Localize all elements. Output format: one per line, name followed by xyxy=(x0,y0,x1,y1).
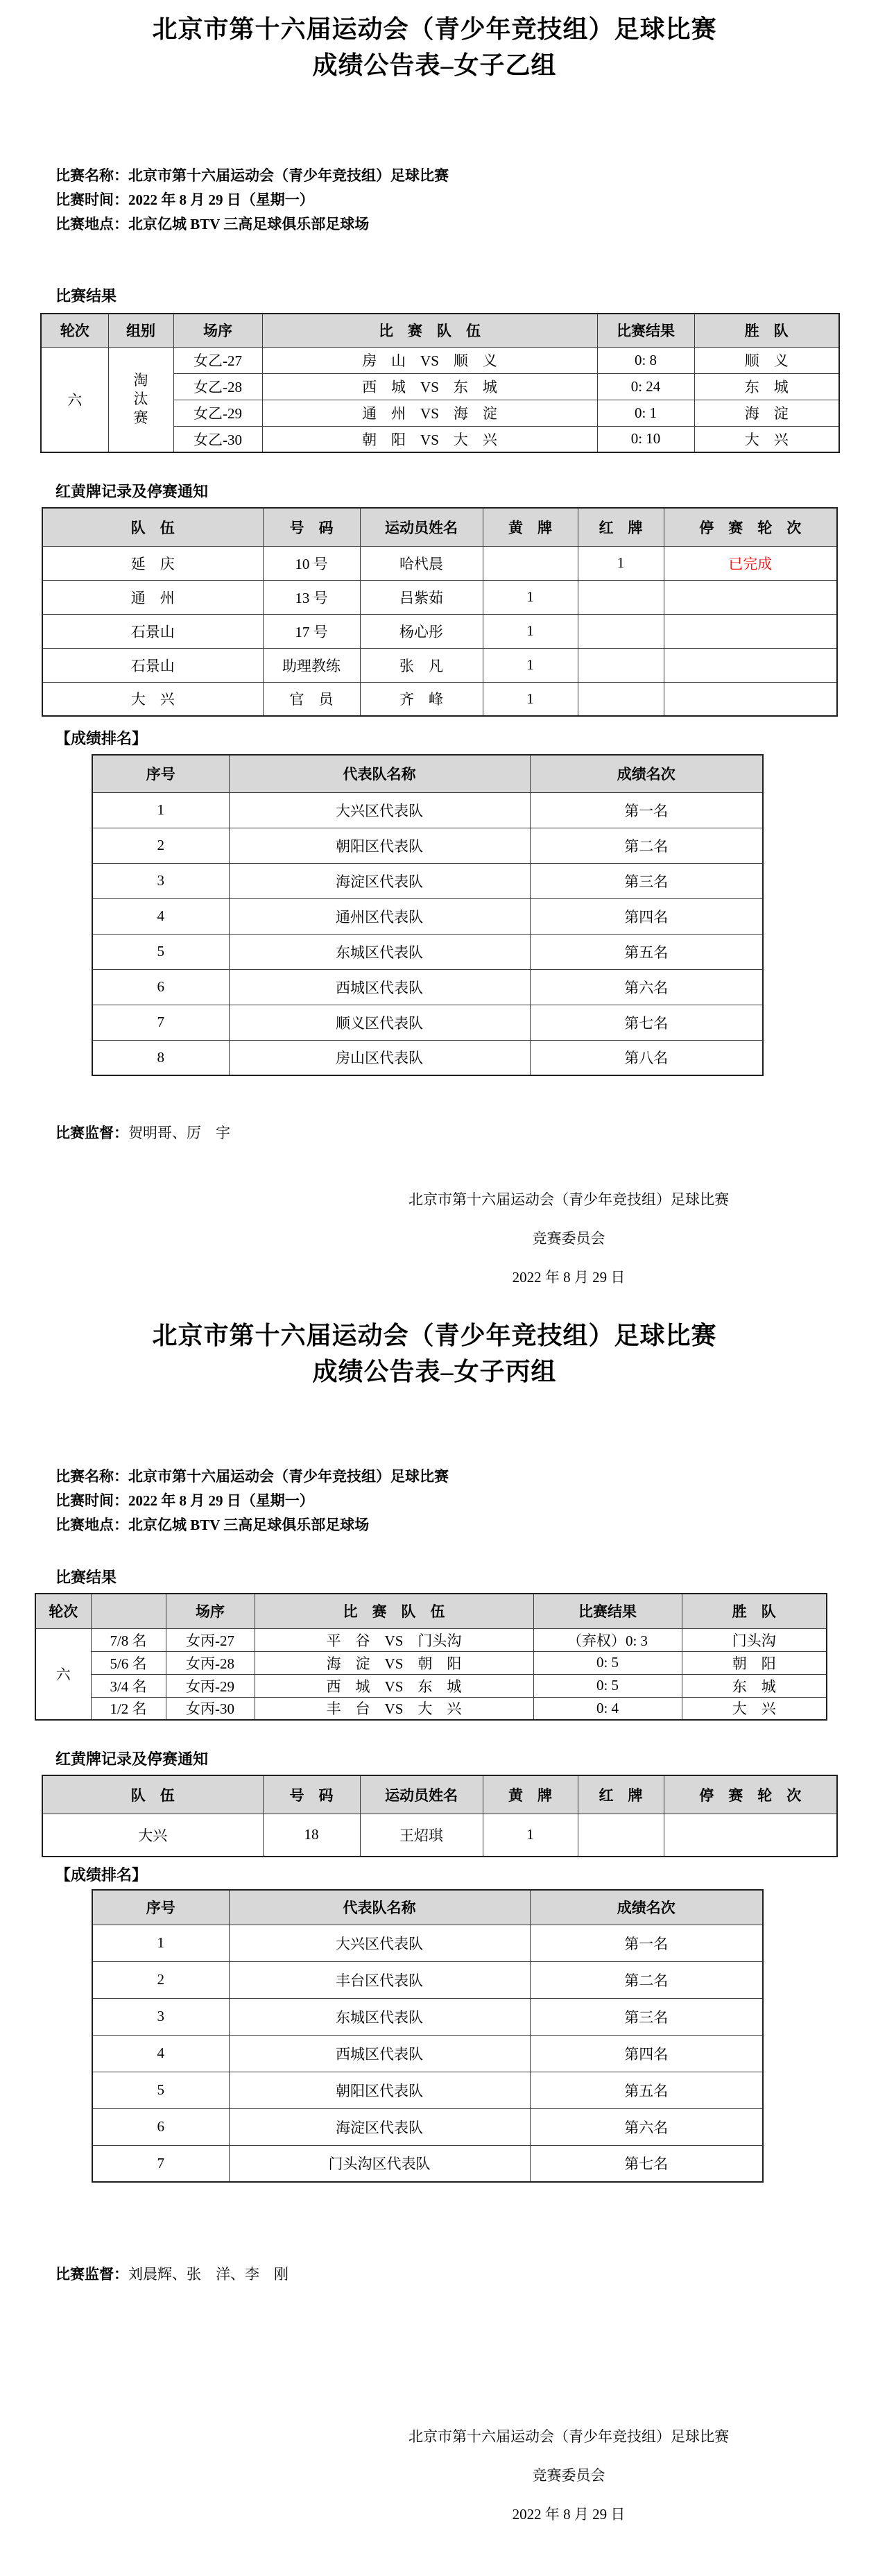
rank-cell: 第一名 xyxy=(530,792,763,828)
col-header-red: 红 牌 xyxy=(578,508,664,546)
index-cell: 5 xyxy=(92,934,229,969)
cards-table-group-c xyxy=(42,1775,838,1857)
team-cell: 石景山 xyxy=(42,648,263,682)
cards-table-group-b xyxy=(42,507,838,717)
number-cell: 官 员 xyxy=(263,682,360,716)
placement-cell: 7/8 名 xyxy=(91,1628,166,1651)
team-cell: 大兴 xyxy=(42,1814,263,1857)
match-no-cell: 女乙-28 xyxy=(173,373,262,400)
match-no-cell: 女丙-29 xyxy=(166,1674,255,1697)
suspension-cell xyxy=(664,648,837,682)
match-venue-label: 比赛地点： xyxy=(55,216,128,232)
doc-title-line1: 北京市第十六届运动会（青少年竞技组）足球比赛 xyxy=(152,15,717,43)
col-header-player: 运动员姓名 xyxy=(360,508,483,546)
red-cell xyxy=(578,682,664,716)
index-cell: 2 xyxy=(92,1961,229,1998)
ranking-row xyxy=(92,2035,763,2072)
cards-heading: 红黄牌记录及停赛通知 xyxy=(55,483,209,500)
winner-cell: 朝 阳 xyxy=(682,1651,827,1674)
number-cell: 18 xyxy=(263,1814,360,1857)
signature-org-line2: 竞赛委员会 xyxy=(532,1230,605,1247)
supervisor-line xyxy=(55,1122,869,1144)
result-row xyxy=(35,1697,827,1720)
col-header-score: 比赛结果 xyxy=(533,1594,682,1628)
suspension-cell xyxy=(664,682,837,716)
col-header-delegation: 代表队名称 xyxy=(229,755,530,792)
rank-cell: 第二名 xyxy=(530,1961,763,1998)
col-header-placement xyxy=(91,1594,166,1628)
ranking-row xyxy=(92,863,763,898)
match-venue-value: 北京亿城 BTV 三高足球俱乐部足球场 xyxy=(128,1517,370,1533)
index-cell: 2 xyxy=(92,828,229,863)
index-cell: 5 xyxy=(92,2072,229,2108)
doc-title-line2: 成绩公告表–女子乙组 xyxy=(312,51,557,79)
winner-cell: 顺 义 xyxy=(694,347,839,373)
index-cell: 7 xyxy=(92,1005,229,1040)
rank-cell: 第七名 xyxy=(530,1005,763,1040)
card-row xyxy=(42,1814,837,1857)
match-name-line xyxy=(55,164,869,188)
index-cell: 6 xyxy=(92,2108,229,2145)
signature-block xyxy=(305,1180,832,1297)
index-cell: 3 xyxy=(92,1998,229,2035)
teams-cell: 房 山 VS 顺 义 xyxy=(262,347,597,373)
supervisor-label: 比赛监督： xyxy=(55,2266,128,2283)
card-row xyxy=(42,614,837,648)
delegation-cell: 东城区代表队 xyxy=(229,934,530,969)
score-cell: 0: 1 xyxy=(597,400,694,426)
teams-cell: 海 淀 VS 朝 阳 xyxy=(255,1651,533,1674)
signature-block xyxy=(305,2417,832,2534)
score-cell: 0: 4 xyxy=(533,1697,682,1720)
ranking-row xyxy=(92,2072,763,2108)
number-cell: 17 号 xyxy=(263,614,360,648)
match-no-cell: 女乙-27 xyxy=(173,347,262,373)
delegation-cell: 大兴区代表队 xyxy=(229,1925,530,1961)
match-name-value: 北京市第十六届运动会（青少年竞技组）足球比赛 xyxy=(128,167,449,184)
signature-org-line1: 北京市第十六届运动会（青少年竞技组）足球比赛 xyxy=(408,2428,729,2445)
number-cell: 助理教练 xyxy=(263,648,360,682)
col-header-teams: 比 赛 队 伍 xyxy=(255,1594,533,1628)
winner-cell: 东 城 xyxy=(682,1674,827,1697)
delegation-cell: 海淀区代表队 xyxy=(229,2108,530,2145)
placement-cell: 3/4 名 xyxy=(91,1674,166,1697)
rank-cell: 第七名 xyxy=(530,2145,763,2182)
player-cell: 王炤琪 xyxy=(360,1814,483,1857)
winner-cell: 门头沟 xyxy=(682,1628,827,1651)
match-name-line xyxy=(55,1465,869,1489)
score-cell: 0: 24 xyxy=(597,373,694,400)
col-header-index: 序号 xyxy=(92,1890,229,1925)
col-header-group: 组别 xyxy=(108,314,173,347)
winner-cell: 海 淀 xyxy=(694,400,839,426)
results-heading: 比赛结果 xyxy=(55,1569,117,1586)
rank-cell: 第五名 xyxy=(530,2072,763,2108)
ranking-row xyxy=(92,828,763,863)
card-row xyxy=(42,648,837,682)
suspension-cell xyxy=(664,1814,837,1857)
teams-cell: 西 城 VS 东 城 xyxy=(262,373,597,400)
doc-title-line2: 成绩公告表–女子丙组 xyxy=(312,1358,557,1385)
col-header-yellow: 黄 牌 xyxy=(483,508,578,546)
match-no-cell: 女乙-30 xyxy=(173,426,262,452)
team-cell: 延 庆 xyxy=(42,546,263,580)
ranking-row xyxy=(92,1998,763,2035)
rank-cell: 第三名 xyxy=(530,1998,763,2035)
yellow-cell: 1 xyxy=(483,1814,578,1857)
team-cell: 大 兴 xyxy=(42,682,263,716)
delegation-cell: 通州区代表队 xyxy=(229,898,530,934)
teams-cell: 通 州 VS 海 淀 xyxy=(262,400,597,426)
delegation-cell: 西城区代表队 xyxy=(229,969,530,1005)
index-cell: 1 xyxy=(92,1925,229,1961)
match-no-cell: 女乙-29 xyxy=(173,400,262,426)
rank-cell: 第五名 xyxy=(530,934,763,969)
col-header-team: 队 伍 xyxy=(42,508,263,546)
ranking-heading: 【成绩排名】 xyxy=(55,1866,148,1884)
match-time-value: 2022 年 8 月 29 日（星期一） xyxy=(128,1492,314,1509)
result-row xyxy=(35,1628,827,1651)
match-info-group-b xyxy=(55,164,869,237)
match-venue-value: 北京亿城 BTV 三高足球俱乐部足球场 xyxy=(128,216,370,232)
teams-cell: 平 谷 VS 门头沟 xyxy=(255,1628,533,1651)
delegation-cell: 门头沟区代表队 xyxy=(229,2145,530,2182)
delegation-cell: 海淀区代表队 xyxy=(229,863,530,898)
score-cell: 0: 8 xyxy=(597,347,694,373)
col-header-teams: 比 赛 队 伍 xyxy=(262,314,597,347)
ranking-table-group-c xyxy=(92,1889,764,2183)
delegation-cell: 朝阳区代表队 xyxy=(229,2072,530,2108)
index-cell: 4 xyxy=(92,898,229,934)
suspension-cell: 已完成 xyxy=(664,546,837,580)
doc-title-group-c xyxy=(0,1317,869,1390)
red-cell xyxy=(578,614,664,648)
match-venue-label: 比赛地点： xyxy=(55,1517,128,1533)
player-cell: 张 凡 xyxy=(360,648,483,682)
number-cell: 13 号 xyxy=(263,580,360,614)
match-no-cell: 女丙-28 xyxy=(166,1651,255,1674)
group-vertical-text: 淘汰赛 xyxy=(133,372,148,427)
placement-cell: 1/2 名 xyxy=(91,1697,166,1720)
ranking-row xyxy=(92,898,763,934)
ranking-row xyxy=(92,2145,763,2182)
col-header-rank: 成绩名次 xyxy=(530,755,763,792)
player-cell: 哈杙晨 xyxy=(360,546,483,580)
col-header-number: 号 码 xyxy=(263,1775,360,1814)
rank-cell: 第八名 xyxy=(530,1040,763,1075)
yellow-cell: 1 xyxy=(483,614,578,648)
match-time-label: 比赛时间： xyxy=(55,191,128,208)
index-cell: 6 xyxy=(92,969,229,1005)
team-cell: 石景山 xyxy=(42,614,263,648)
rank-cell: 第四名 xyxy=(530,2035,763,2072)
match-time-value: 2022 年 8 月 29 日（星期一） xyxy=(128,191,314,208)
supervisor-line xyxy=(55,2263,869,2285)
number-cell: 10 号 xyxy=(263,546,360,580)
rank-cell: 第二名 xyxy=(530,828,763,863)
delegation-cell: 房山区代表队 xyxy=(229,1040,530,1075)
match-name-label: 比赛名称： xyxy=(55,1468,128,1485)
delegation-cell: 顺义区代表队 xyxy=(229,1005,530,1040)
supervisor-label: 比赛监督： xyxy=(55,1125,128,1141)
col-header-red: 红 牌 xyxy=(578,1775,664,1814)
score-cell: （弃权）0: 3 xyxy=(533,1628,682,1651)
match-time-label: 比赛时间： xyxy=(55,1492,128,1509)
index-cell: 1 xyxy=(92,792,229,828)
index-cell: 3 xyxy=(92,863,229,898)
red-cell: 1 xyxy=(578,546,664,580)
card-row xyxy=(42,580,837,614)
red-cell xyxy=(578,1814,664,1857)
player-cell: 吕紫茹 xyxy=(360,580,483,614)
teams-cell: 朝 阳 VS 大 兴 xyxy=(262,426,597,452)
col-header-player: 运动员姓名 xyxy=(360,1775,483,1814)
signature-date: 2022 年 8 月 29 日 xyxy=(512,1269,626,1286)
ranking-row xyxy=(92,1961,763,1998)
signature-org-line2: 竞赛委员会 xyxy=(532,2467,605,2484)
col-header-score: 比赛结果 xyxy=(597,314,694,347)
ranking-row xyxy=(92,792,763,828)
round-cell: 六 xyxy=(41,347,108,452)
yellow-cell: 1 xyxy=(483,648,578,682)
rank-cell: 第一名 xyxy=(530,1925,763,1961)
yellow-cell xyxy=(483,546,578,580)
red-cell xyxy=(578,580,664,614)
index-cell: 8 xyxy=(92,1040,229,1075)
team-cell: 通 州 xyxy=(42,580,263,614)
yellow-cell: 1 xyxy=(483,682,578,716)
col-header-team: 队 伍 xyxy=(42,1775,263,1814)
delegation-cell: 大兴区代表队 xyxy=(229,792,530,828)
signature-date: 2022 年 8 月 29 日 xyxy=(512,2506,626,2523)
rank-cell: 第六名 xyxy=(530,969,763,1005)
group-cell xyxy=(108,347,173,452)
section-group-c xyxy=(0,1317,869,2534)
col-header-round: 轮次 xyxy=(41,314,108,347)
result-row xyxy=(35,1674,827,1697)
suspension-cell xyxy=(664,580,837,614)
col-header-suspension: 停 赛 轮 次 xyxy=(664,508,837,546)
match-info-group-c xyxy=(55,1465,869,1537)
suspension-cell xyxy=(664,614,837,648)
col-header-delegation: 代表队名称 xyxy=(229,1890,530,1925)
match-venue-line xyxy=(55,212,869,237)
results-table-group-c xyxy=(35,1593,827,1721)
match-name-label: 比赛名称： xyxy=(55,167,128,184)
index-cell: 7 xyxy=(92,2145,229,2182)
index-cell: 4 xyxy=(92,2035,229,2072)
score-cell: 0: 10 xyxy=(597,426,694,452)
col-header-number: 号 码 xyxy=(263,508,360,546)
match-name-value: 北京市第十六届运动会（青少年竞技组）足球比赛 xyxy=(128,1468,449,1485)
col-header-suspension: 停 赛 轮 次 xyxy=(664,1775,837,1814)
winner-cell: 大 兴 xyxy=(694,426,839,452)
ranking-row xyxy=(92,1040,763,1075)
delegation-cell: 西城区代表队 xyxy=(229,2035,530,2072)
doc-title-line1: 北京市第十六届运动会（青少年竞技组）足球比赛 xyxy=(152,1322,717,1349)
ranking-row xyxy=(92,1925,763,1961)
col-header-rank: 成绩名次 xyxy=(530,1890,763,1925)
col-header-winner: 胜 队 xyxy=(694,314,839,347)
placement-cell: 5/6 名 xyxy=(91,1651,166,1674)
col-header-round: 轮次 xyxy=(35,1594,91,1628)
ranking-row xyxy=(92,1005,763,1040)
card-row xyxy=(42,546,837,580)
score-cell: 0: 5 xyxy=(533,1674,682,1697)
results-heading: 比赛结果 xyxy=(55,287,117,305)
teams-cell: 丰 台 VS 大 兴 xyxy=(255,1697,533,1720)
yellow-cell: 1 xyxy=(483,580,578,614)
ranking-heading: 【成绩排名】 xyxy=(55,730,148,747)
rank-cell: 第三名 xyxy=(530,863,763,898)
match-time-line xyxy=(55,1489,869,1513)
match-no-cell: 女丙-27 xyxy=(166,1628,255,1651)
match-venue-line xyxy=(55,1513,869,1537)
round-cell: 六 xyxy=(35,1628,91,1720)
player-cell: 杨心彤 xyxy=(360,614,483,648)
teams-cell: 西 城 VS 东 城 xyxy=(255,1674,533,1697)
doc-title-group-b xyxy=(0,0,869,83)
col-header-yellow: 黄 牌 xyxy=(483,1775,578,1814)
card-row xyxy=(42,682,837,716)
ranking-row xyxy=(92,2108,763,2145)
delegation-cell: 丰台区代表队 xyxy=(229,1961,530,1998)
score-cell: 0: 5 xyxy=(533,1651,682,1674)
col-header-winner: 胜 队 xyxy=(682,1594,827,1628)
red-cell xyxy=(578,648,664,682)
signature-org-line1: 北京市第十六届运动会（青少年竞技组）足球比赛 xyxy=(408,1191,729,1208)
col-header-match-no: 场序 xyxy=(173,314,262,347)
ranking-table-group-b xyxy=(92,754,764,1076)
match-no-cell: 女丙-30 xyxy=(166,1697,255,1720)
match-time-line xyxy=(55,188,869,212)
supervisor-names: 刘晨辉、张 洋、李 刚 xyxy=(128,2266,289,2283)
winner-cell: 大 兴 xyxy=(682,1697,827,1720)
ranking-row xyxy=(92,934,763,969)
result-row xyxy=(41,347,839,373)
cards-heading: 红黄牌记录及停赛通知 xyxy=(55,1750,209,1768)
results-table-group-b xyxy=(40,313,840,453)
delegation-cell: 东城区代表队 xyxy=(229,1998,530,2035)
delegation-cell: 朝阳区代表队 xyxy=(229,828,530,863)
result-row xyxy=(35,1651,827,1674)
rank-cell: 第六名 xyxy=(530,2108,763,2145)
col-header-match-no: 场序 xyxy=(166,1594,255,1628)
player-cell: 齐 峰 xyxy=(360,682,483,716)
ranking-row xyxy=(92,969,763,1005)
col-header-index: 序号 xyxy=(92,755,229,792)
rank-cell: 第四名 xyxy=(530,898,763,934)
supervisor-names: 贺明哥、厉 宇 xyxy=(128,1125,230,1141)
winner-cell: 东 城 xyxy=(694,373,839,400)
